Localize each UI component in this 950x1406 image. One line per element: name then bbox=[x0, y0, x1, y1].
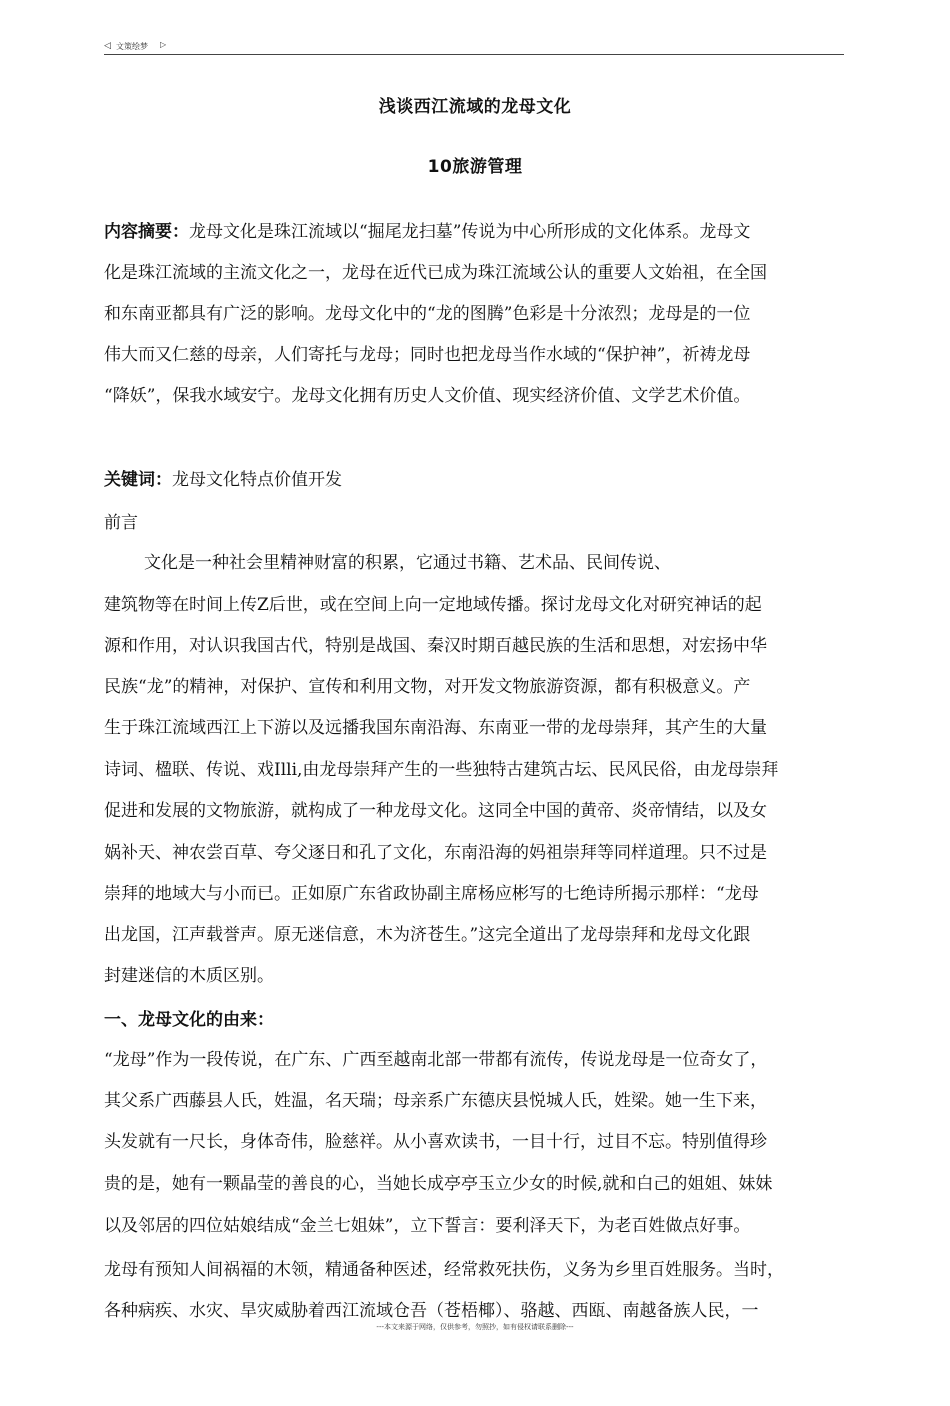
abstract-line-4: 伟大而又仁慈的母亲，人们寄托与龙母；同时也把龙母当作水域的“保护神”，祈祷龙母 bbox=[104, 345, 751, 365]
section-1-line-4: 贵的是，她有一颗晶莹的善良的心，当她长成亭亭玉立少女的时候,就和白己的姐姐、妹妹 bbox=[104, 1174, 773, 1194]
preface-line-11: 封建迷信的木质区别。 bbox=[104, 966, 274, 986]
preface-line-5: 生于珠江流域西江上下游以及远播我国东南沿海、东南亚一带的龙母崇拜，其产生的大量 bbox=[104, 718, 767, 738]
preface-line-10: 出龙国，江声载誉声。原无迷信意，木为济苍生。”这完全道出了龙母崇拜和龙母文化跟 bbox=[104, 925, 751, 945]
page-header bbox=[104, 40, 844, 55]
preface-line-1: 文化是一种社会里精神财富的积累，它通过书籍、艺术品、民间传说、 bbox=[144, 553, 671, 573]
section-1-line-5: 以及邻居的四位姑娘结成“金兰七姐妹”，立下誓言：要利泽天下，为老百姓做点好事。 bbox=[104, 1216, 751, 1236]
header-text: 文策绘梦 bbox=[116, 42, 148, 51]
page-footer-note: ---本文来源于网络，仅供参考，勿照抄，如有侵权请联系删除--- bbox=[376, 1323, 574, 1331]
abstract-text: 龙母文化是珠江流域以“掘尾龙扫墓”传说为中心所形成的文化体系。龙母文 bbox=[189, 222, 751, 242]
preface-line-8: 娲补天、神农尝百草、夸父逐日和孔了文化，东南沿海的妈祖崇拜等同样道理。只不过是 bbox=[104, 843, 767, 863]
keywords-text: 龙母文化特点价值开发 bbox=[172, 470, 342, 490]
preface-heading: 前言 bbox=[104, 513, 138, 533]
preface-line-9: 崇拜的地域大与小而已。正如原广东省政协副主席杨应彬写的七绝诗所揭示那样：“龙母 bbox=[104, 884, 759, 904]
left-triangle-icon: ◁ bbox=[104, 41, 111, 51]
section-1-line-3: 头发就有一尺长，身体奇伟，脸慈祥。从小喜欢读书，一目十行，过目不忘。特别值得珍 bbox=[104, 1132, 767, 1152]
abstract-line-3: 和东南亚都具有广泛的影响。龙母文化中的“龙的图腾”色彩是十分浓烈；龙母是的一位 bbox=[104, 304, 751, 324]
document-subtitle: 10旅游管理 bbox=[427, 157, 523, 177]
section-1-line-1: “龙母”作为一段传说，在广东、广西至越南北部一带都有流传，传说龙母是一位奇女了， bbox=[104, 1050, 768, 1070]
document-title: 浅谈西江流域的龙母文化 bbox=[378, 97, 572, 117]
keywords-line bbox=[104, 470, 342, 490]
preface-line-6: 诗词、楹联、传说、戏Illi,由龙母崇拜产生的一些独特古建筑古坛、民风民俗，由龙母崇拜 bbox=[104, 760, 779, 780]
section-1-line-7: 各种病疾、水灾、旱灾威胁着西江流域仓吾（苍梧椰）、骆越、西瓯、南越备族人民，一 bbox=[104, 1301, 759, 1321]
section-1-heading: 一、龙母文化的由来： bbox=[104, 1010, 274, 1030]
abstract-line-5: “降妖”，保我水域安宁。龙母文化拥有历史人文价值、现实经济价值、文学艺术价值。 bbox=[104, 386, 751, 406]
preface-line-3: 源和作用，对认识我国古代，特别是战国、秦汉时期百越民族的生活和思想，对宏扬中华 bbox=[104, 636, 767, 656]
preface-line-2: 建筑物等在时间上传Z后世，或在空间上向一定地域传播。探讨龙母文化对研究神话的起 bbox=[104, 595, 762, 615]
right-triangle-icon: ▷ bbox=[160, 40, 167, 49]
keywords-label: 关键词： bbox=[104, 470, 172, 490]
section-1-line-6: 龙母有预知人间祸福的木领，精通备种医述，经常救死扶伤，义务为乡里百姓服务。当时， bbox=[104, 1260, 784, 1280]
preface-line-4: 民族“龙”的精神，对保护、宣传和利用文物，对开发文物旅游资源，都有积极意义。产 bbox=[104, 677, 751, 697]
abstract-line-2: 化是珠江流域的主流文化之一，龙母在近代已成为珠江流域公认的重要人文始祖，在全国 bbox=[104, 263, 767, 283]
abstract-label: 内容摘要： bbox=[104, 222, 189, 242]
preface-line-7: 促进和发展的文物旅游，就构成了一种龙母文化。这同全中国的黄帝、炎帝情结，以及女 bbox=[104, 801, 767, 821]
abstract-line-1 bbox=[104, 222, 750, 242]
section-1-line-2: 其父系广西藤县人氏，姓温，名天瑞；母亲系广东德庆县悦城人氏，姓梁。她一生下来， bbox=[104, 1091, 767, 1111]
